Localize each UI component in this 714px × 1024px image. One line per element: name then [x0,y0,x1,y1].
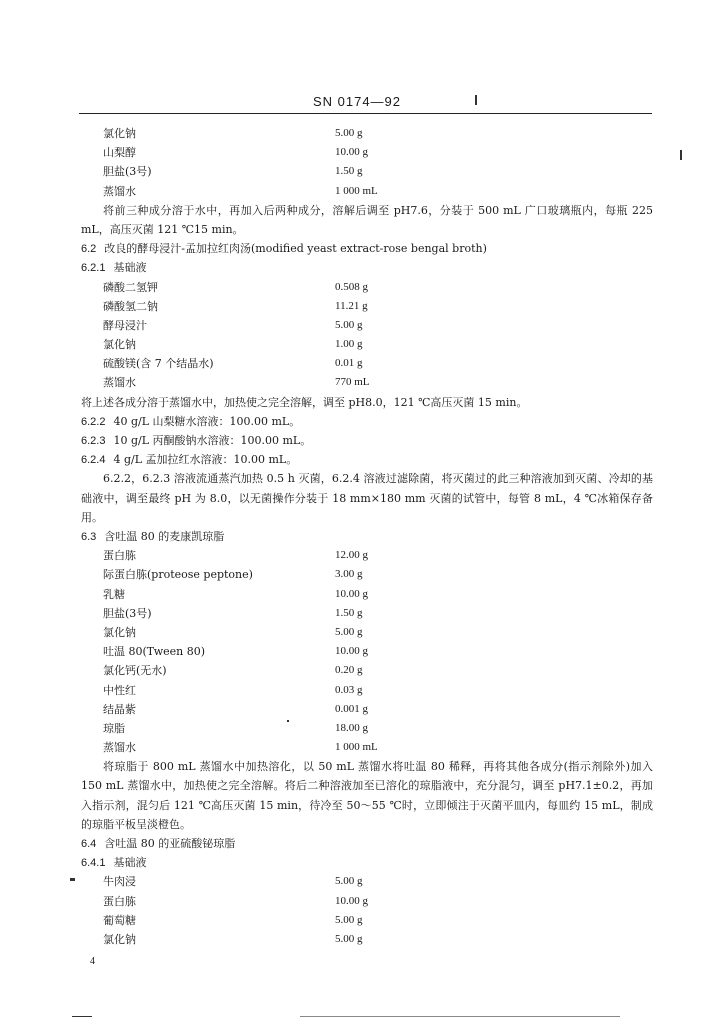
ingredient-amount: 1.00 g [335,338,363,351]
ingredient-row [81,681,653,700]
ingredient-amount: 10.00 g [335,645,368,658]
ingredient-name: 蒸馏水 [103,376,136,390]
ingredient-row [81,623,653,642]
ingredient-name: 氯化钠 [103,625,136,639]
section-title: 4 g/L 孟加拉红水溶液：10.00 mL。 [113,453,298,467]
ingredient-row [81,546,653,565]
ingredient-row [81,700,653,719]
section-heading [81,239,653,258]
ingredient-amount: 5.00 g [335,625,363,638]
ingredient-row [81,373,653,392]
section-title: 含吐温 80 的麦康凯琼脂 [104,530,225,544]
ingredient-name: 氯化钠 [103,127,136,140]
ingredient-name: 蛋白胨 [103,549,136,563]
section-number: 6.4 [81,838,97,851]
section-number: 6.4.1 [81,857,106,870]
ingredient-row [81,354,653,373]
section-title: 基础液 [113,856,147,870]
ingredient-amount: 10.00 g [335,146,368,159]
section-heading [81,853,653,872]
ingredient-name: 胆盐(3号) [103,165,152,179]
ingredient-row [81,604,653,623]
ingredient-name: 胆盐(3号) [103,606,152,620]
section-title: 改良的酵母浸汁-孟加拉红肉汤(modified yeast extract-rose bengal broth) [104,242,487,256]
ingredient-amount: 0.001 g [335,702,368,715]
ingredient-amount: 0.20 g [335,664,363,677]
ingredient-name: 氯化钠 [103,933,136,947]
ingredient-row [81,124,653,143]
section-title: 40 g/L 山梨糖水溶液：100.00 mL。 [113,414,301,428]
ingredient-amount: 18.00 g [335,721,368,734]
ingredient-name: 氯化钠 [103,338,136,352]
ingredient-row [81,565,653,584]
scan-mark [680,150,682,160]
document-body [81,124,653,949]
ingredient-row [81,316,653,335]
ingredient-name: 酵母浸汁 [103,318,147,332]
ingredient-amount: 3.00 g [335,568,363,581]
ingredient-row [81,738,653,757]
ingredient-row [81,930,653,949]
ingredient-amount: 10.00 g [335,587,368,600]
section-title: 含吐温 80 的亚硫酸铋琼脂 [104,837,236,851]
section-heading [81,834,653,853]
ingredient-amount: 770 mL [335,376,370,389]
header-rule [79,113,652,114]
ingredient-name: 乳糖 [103,587,125,601]
section-number: 6.2.4 [81,454,106,467]
ingredient-name: 际蛋白胨(proteose peptone) [103,568,253,582]
ingredient-row [81,911,653,930]
ingredient-amount: 0.01 g [335,357,363,370]
ingredient-amount: 12.00 g [335,549,368,562]
ingredient-amount: 10.00 g [335,894,368,907]
ingredient-name: 氯化钙(无水) [103,664,167,678]
ingredient-name: 硫酸镁(含 7 个结晶水) [103,357,214,371]
section-number: 6.3 [81,531,97,544]
ingredient-row [81,278,653,297]
ingredient-amount: 0.508 g [335,280,368,293]
ingredient-name: 蛋白胨 [103,894,136,908]
page-number: 4 [90,956,95,967]
ingredient-amount: 1.50 g [335,165,363,178]
section-number: 6.2.2 [81,415,106,428]
ingredient-row [81,297,653,316]
ingredient-amount: 11.21 g [335,299,368,312]
section-heading [81,450,653,469]
ingredient-name: 吐温 80(Tween 80) [103,645,206,659]
ingredient-row [81,661,653,680]
ingredient-amount: 5.00 g [335,913,363,926]
ingredient-name: 牛肉浸 [103,875,136,889]
ingredient-amount: 0.03 g [335,683,363,696]
ingredient-row [81,162,653,181]
ingredient-amount: 1 000 mL [335,741,378,754]
ingredient-row [81,872,653,891]
ingredient-amount: 5.00 g [335,933,363,946]
ingredient-row [81,335,653,354]
scan-mark [72,1016,92,1017]
section-number: 6.2 [81,243,97,256]
ingredient-name: 磷酸二氢钾 [103,280,158,294]
section-number: 6.2.1 [81,262,106,275]
ingredient-name: 山梨醇 [103,146,136,160]
ingredient-name: 葡萄糖 [103,913,136,927]
scan-mark [287,720,289,722]
paragraph: 将上述各成分溶于蒸馏水中，加热使之完全溶解，调至 pH8.0，121 ℃高压灭菌 15 min。 [81,395,528,409]
paragraph: 将前三种成分溶于水中，再加入后两种成分，溶解后调至 pH7.6，分装于 500 mL 广口玻璃瓶内，每瓶 225 mL，高压灭菌 121 ℃15 min。 [81,203,653,236]
ingredient-amount: 1 000 mL [335,184,378,197]
section-title: 基础液 [113,261,147,275]
ingredient-row [81,642,653,661]
section-heading [81,527,653,546]
ingredient-name: 蒸馏水 [103,741,136,755]
paragraph: 将琼脂于 800 mL 蒸馏水中加热溶化，以 50 mL 蒸馏水将吐温 80 稀释，再将其他各成分(指示剂除外)加入 150 mL 蒸馏水中，加热使之完全溶解。将后二种溶液加至已溶化的琼脂液中，充分混匀，调至 pH7.1±0.2，再加入指示剂，混匀后 121 ℃高压灭菌 15 min，待冷至 50～55 ℃时，立即倾注于灭菌平皿内，每皿约 15 mL，制成的琼脂平板呈淡橙色。 [81,760,653,831]
section-number: 6.2.3 [81,435,106,448]
standard-code-header: SN 0174—92 [312,94,402,109]
ingredient-row [81,143,653,162]
ingredient-amount: 1.50 g [335,606,363,619]
section-heading [81,431,653,450]
ingredient-row [81,182,653,201]
ingredient-amount: 5.00 g [335,318,363,331]
ingredient-row [81,719,653,738]
ingredient-name: 蒸馏水 [103,184,136,198]
scan-mark [300,1016,620,1017]
ingredient-name: 结晶紫 [103,702,136,716]
ingredient-row [81,585,653,604]
section-title: 10 g/L 丙酮酸钠水溶液：100.00 mL。 [113,434,312,448]
paragraph: 6.2.2，6.2.3 溶液流通蒸汽加热 0.5 h 灭菌，6.2.4 溶液过滤除菌，将灭菌过的此三种溶液加到灭菌、冷却的基础液中，调至最终 pH 为 8.0，以无菌操作分装于 18 mm×180 mm 灭菌的试管中，每管 8 mL，4 ℃冰箱保存备用。 [81,472,653,524]
scan-mark [70,878,75,881]
scan-mark [475,95,477,105]
ingredient-name: 琼脂 [103,721,125,735]
ingredient-name: 中性红 [103,683,136,697]
ingredient-row [81,892,653,911]
section-heading [81,412,653,431]
ingredient-amount: 5.00 g [335,127,363,139]
ingredient-amount: 5.00 g [335,875,363,888]
ingredient-name: 磷酸氢二钠 [103,299,158,313]
section-heading [81,258,653,277]
